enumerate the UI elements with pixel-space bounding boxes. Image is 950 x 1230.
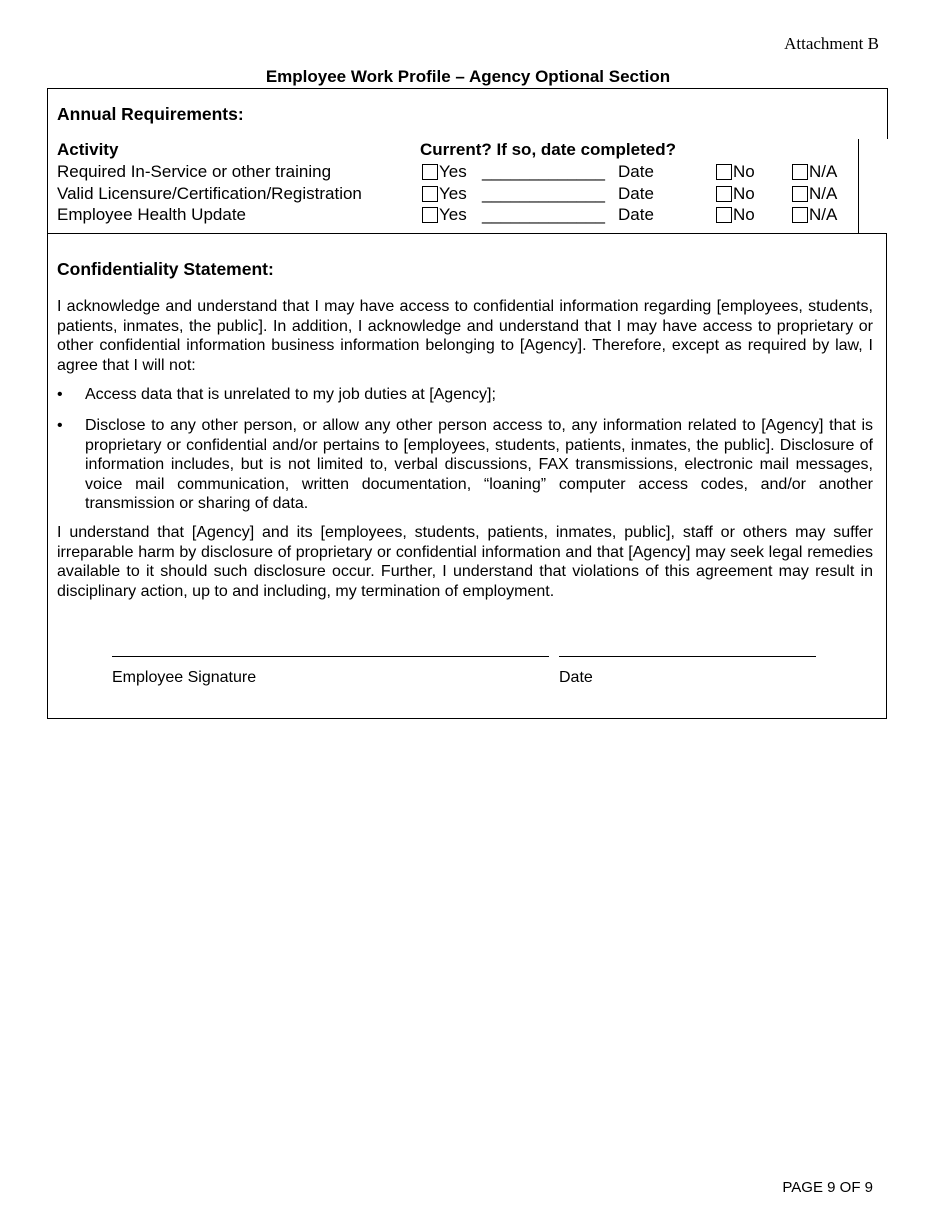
date-signature-label: Date xyxy=(559,669,593,686)
current-column-header: Current? If so, date completed? xyxy=(420,140,676,159)
page-number: PAGE 9 OF 9 xyxy=(782,1179,873,1196)
confidentiality-heading: Confidentiality Statement: xyxy=(57,259,274,279)
signature-line[interactable] xyxy=(112,656,549,657)
activity-label: Valid Licensure/Certification/Registration xyxy=(57,184,362,203)
no-label: No xyxy=(733,184,755,203)
yes-label: Yes xyxy=(439,184,467,203)
date-label: Date xyxy=(618,184,654,203)
yes-checkbox[interactable] xyxy=(422,186,438,202)
na-label: N/A xyxy=(809,162,838,181)
na-checkbox[interactable] xyxy=(792,207,808,223)
confidentiality-closing: I understand that [Agency] and its [employees, students, patients, inmates, public], staff or others may suffer irreparable harm by disclosure of proprietary or confidential information and that [Agency] may seek legal remedies available to it should such disclosure occur. Further, I understand that violations of this agreement may result in disciplinary action, up to and including, my termination of employment. xyxy=(57,524,873,600)
activity-label: Employee Health Update xyxy=(57,205,247,224)
yes-label: Yes xyxy=(439,205,467,224)
bullet-text: Access data that is unrelated to my job duties at [Agency]; xyxy=(85,386,496,403)
date-label: Date xyxy=(618,205,654,224)
confidentiality-section xyxy=(47,233,887,719)
list-item xyxy=(57,385,873,405)
no-label: No xyxy=(733,205,755,224)
form-title: Employee Work Profile – Agency Optional Section xyxy=(265,67,671,86)
na-label: N/A xyxy=(809,184,838,203)
yes-checkbox[interactable] xyxy=(422,164,438,180)
no-checkbox[interactable] xyxy=(716,186,732,202)
yes-checkbox[interactable] xyxy=(422,207,438,223)
bullet-icon: • xyxy=(57,386,63,403)
date-label: Date xyxy=(618,162,654,181)
no-checkbox[interactable] xyxy=(716,207,732,223)
attachment-label: Attachment B xyxy=(784,34,879,53)
date-blank[interactable]: _____________ xyxy=(482,162,605,181)
date-blank[interactable]: _____________ xyxy=(482,184,605,203)
na-label: N/A xyxy=(809,205,838,224)
bullet-icon: • xyxy=(57,417,63,434)
activity-column-header: Activity xyxy=(57,140,119,159)
date-line[interactable] xyxy=(559,656,816,657)
yes-label: Yes xyxy=(439,162,467,181)
activity-label: Required In-Service or other training xyxy=(57,162,332,181)
na-checkbox[interactable] xyxy=(792,186,808,202)
signature-label: Employee Signature xyxy=(112,669,257,686)
annual-requirements-heading: Annual Requirements: xyxy=(57,104,244,124)
date-blank[interactable]: _____________ xyxy=(482,205,605,224)
na-checkbox[interactable] xyxy=(792,164,808,180)
no-label: No xyxy=(733,162,755,181)
bullet-text: Disclose to any other person, or allow any other person access to, any information related to [Agency] that is proprietary or confidential and/or pertains to [employees, students, patients, inmates, the public]. Disclosure of information includes, but is not limited to, verbal discussions, FAX transmissions, electronic mail messages, voice mail communication, written documentation, “loaning” computer access codes, and/or another transmission or sharing of data. xyxy=(85,417,873,513)
confidentiality-intro: I acknowledge and understand that I may have access to confidential information regarding [employees, students, patients, inmates, the public]. In addition, I acknowledge and understand that I may have access to proprietary or other confidential information business information belonging to [Agency]. Therefore, except as required by law, I agree that I will not: xyxy=(57,298,873,374)
list-item xyxy=(57,416,873,514)
no-checkbox[interactable] xyxy=(716,164,732,180)
annual-requirements-section xyxy=(47,88,887,234)
